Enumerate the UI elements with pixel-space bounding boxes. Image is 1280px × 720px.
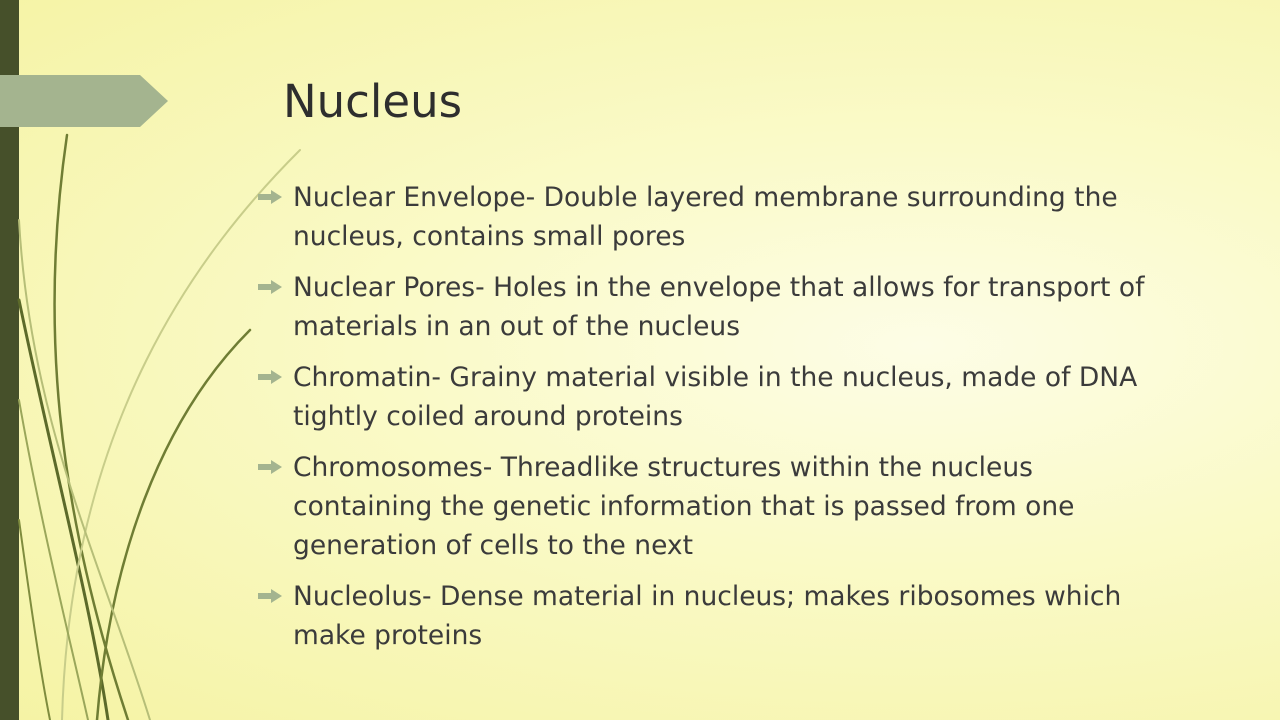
arrow-right-icon — [258, 190, 282, 204]
bullet-item — [258, 577, 1158, 655]
arrow-right-icon — [258, 280, 282, 294]
stem-6 — [19, 220, 150, 720]
stem-7 — [19, 520, 50, 720]
bullet-item — [258, 358, 1158, 436]
arrow-right-icon — [258, 370, 282, 384]
bullet-text: Nuclear Envelope- Double layered membrane surrounding the nucleus, contains small pores — [293, 182, 1118, 252]
arrow-right-icon — [258, 460, 282, 474]
bullet-text: Nucleolus- Dense material in nucleus; makes ribosomes which make proteins — [293, 581, 1122, 651]
bullet-list — [258, 178, 1158, 667]
title-accent-tab — [0, 75, 168, 127]
bullet-text: Nuclear Pores- Holes in the envelope that allows for transport of materials in an out of the nucleus — [293, 272, 1145, 342]
bullet-text: Chromatin- Grainy material visible in the nucleus, made of DNA tightly coiled around proteins — [293, 362, 1138, 432]
arrow-right-icon — [258, 589, 282, 603]
bullet-item — [258, 178, 1158, 256]
stem-4 — [97, 330, 250, 720]
slide-title: Nucleus — [283, 75, 463, 128]
bullet-item — [258, 268, 1158, 346]
bullet-text: Chromosomes- Threadlike structures within the nucleus containing the genetic information that is passed from one generation of cells to the next — [293, 452, 1075, 561]
bullet-item — [258, 448, 1158, 565]
stem-2 — [19, 300, 108, 720]
